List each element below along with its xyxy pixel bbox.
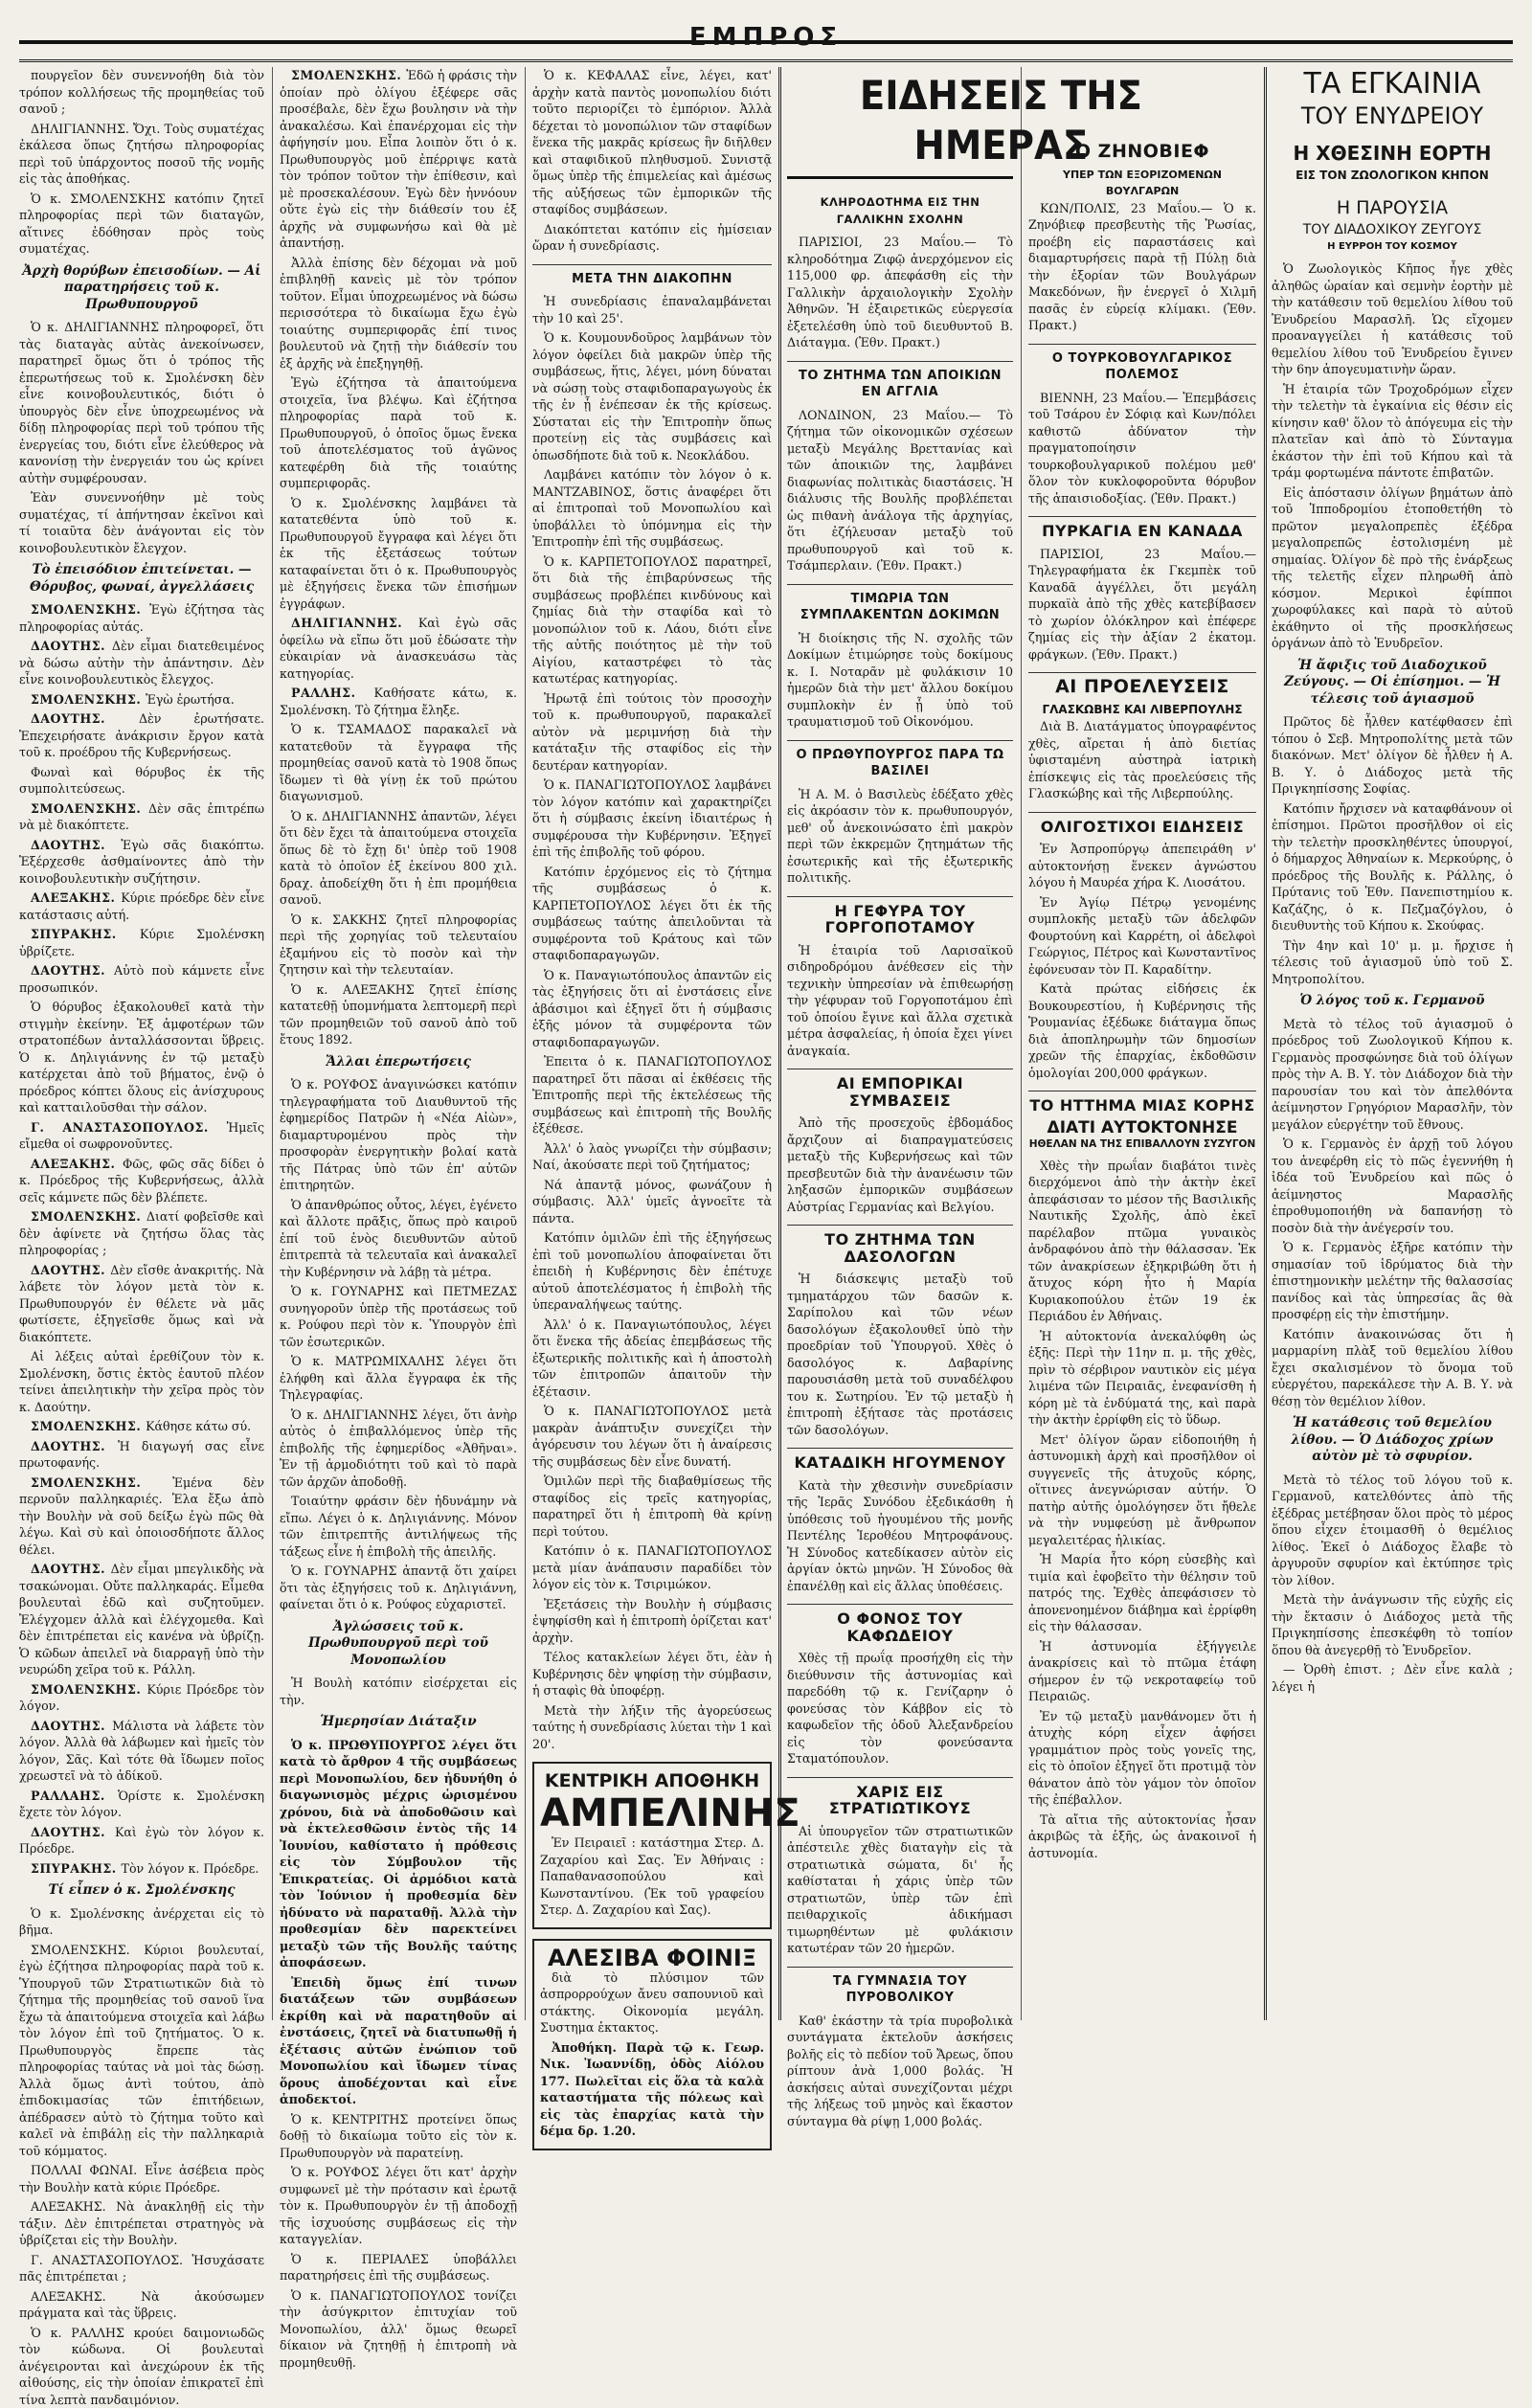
speaker-name: ΔΑΟΥΤΗΣ. [31,963,114,978]
speech-text: Ὁ κ. ΤΣΑΜΑΔΟΣ παρακαλεῖ νὰ κατατεθοῦν τὰ ἔγγραφα τῆς προμηθείας σανοῦ κατὰ τὸ 1908 ὅπως ἴδωμεν τὶ θὰ γίνῃ ἐκ τοῦ πρώτου διαγωνισμοῦ. [280,722,517,803]
dialogue-line [280,1493,517,1560]
news-heading: ΟΛΙΓΟΣΤΙΧΟΙ ΕΙΔΗΣΕΙΣ [1028,812,1256,836]
dialogue-line [19,710,264,761]
news-text: Χθὲς τὴν πρωΐαν διαβάτοι τινὲς διερχόμενοι ἀπὸ τὴν ἀκτὴν ἐκεῖ ἀπεφάσισαν το μέσον τῆς Βασιλικῆς Ναυτικῆς Σχολῆς, ἀπὸ ἐκεῖ παρέλαβον πτῶμα γυναικὸς ἀνδραφόνου ἀπὸ τὴν θάλασσαν. Ἐκ τῶν ἀνακρίσεων ἐξηκριβώθη ὅτι ἡ ἄτυχος κόρη ἦτο ἡ Μαρία Κυριακοπούλου ἐτῶν 19 ἐκ Περιάδου ἐν Ἀθήναις. [1028,1158,1256,1325]
speech-text: Ἀλλὰ ἐπίσης δὲν δέχομαι νὰ μοῦ ἐπιβληθῇ κανεὶς μὲ τὸν τρόπον τοῦτον. Εἶμαι ὑποχρεωμένος νὰ δώσω περισσότερα τὸ δικαίωμα ἔχω ἐγὼ τοιαύτης συμπεριφορᾶς ἐπί τινος βουλευτοῦ νὰ ζητῇ τὴν διάθεσίν του ἐξ ἀρχῆς νὰ ἐπεξηγηθῇ. [280,256,517,371]
speaker-name: ΣΠΥΡΑΚΗΣ. [31,1861,122,1876]
speech-text: Ἐδῶ ἡ φράσις τὴν ὁποίαν πρὸ ὀλίγου ἐξέφερε σᾶς προσέβαλε, δὲν ἔχω βουλησιν νὰ τὴν ἀνακαλέσω. Καὶ ἐπανέρχομαι εἰς τὴν ἀφήγησίν μου. Εἶπα λοιπὸν ὅτι ὁ κ. Πρωθυπουργὸς μοῦ ἐπέρριψε κατὰ τὸν τρόπον τοῦτον τὴν ἐπίθεσιν, καὶ μὲ προσεκαλέσουν. Ἐγὼ δὲν ἠννόουν οὔτε ἐγὼ εἰς τὴν διάθεσίν του ἐξ ἀρχῆς νὰ συμφωνήσω καὶ θὰ μὲ ἀπαντήσῃ. [280,68,517,250]
news-heading: ΑΙ ΕΜΠΟΡΙΚΑΙ ΣΥΜΒΑΣΕΙΣ [787,1069,1013,1109]
news-heading: ΧΑΡΙΣ ΕΙΣ ΣΤΡΑΤΙΩΤΙΚΟΥΣ [787,1777,1013,1817]
dialogue-line [19,1824,264,1857]
speech-text: Ὁ κ. ΔΗΛΙΓΙΑΝΝΗΣ ἀπαντῶν, λέγει ὅτι δὲν ἔχει τὰ ἀπαιτούμενα στοιχεῖα ὅπως δὲ τὸ ἔχῃ δι' ὑπὲρ τοῦ 1908 κατὰ τὸ ὁποῖον ἐξ ἐκείνου 800 χιλ. δραχ. ἀποδείχθη ὅτι ἡ ἐπι προμήθεια σανοῦ. [280,809,517,908]
speech-text: Ὁ κ. Σμολένσκης λαμβάνει τὰ κατατεθέντα ὑπὸ τοῦ κ. Πρωθυπουργοῦ ἔγγραφα καὶ λέγει ὅτι ἐκ τῆς ἐξετάσεως τούτων καταφαίνεται ὅτι ὁ κ. Πρωθυπουργὸς μὲ ἐξηγήσεις ἔνεκα τῶν ἐπισήμων ἐγγράφων. [280,496,517,611]
paragraph: πουργεῖον δὲν συνεννοήθη διὰ τὸν τρόπον κολλήσεως τῆς προμηθείας τοῦ σανοῦ ; [19,67,264,118]
dialogue-line [19,1860,264,1878]
news-text: Ἐν τῷ μεταξὺ μανθάνομεν ὅτι ἡ ἀτυχὴς κόρη εἶχεν ἀφήσει γραμμάτιον πρὸς τοὺς γονεῖς της, εἰς τὸ ὁποῖον ἐξηγεῖ ὅτι προτιμᾷ τὸν θάνατον ἀπὸ τὸν γάμον τὸν ὁποῖον τῆς ἐπέβαλλον. [1028,1708,1256,1809]
paragraph: Ὁ κ. ΡΟΥΦΟΣ λέγει ὅτι κατ' ἀρχὴν συμφωνεῖ μὲ τὴν πρότασιν καὶ ἐρωτᾷ τὸν κ. Πρωθυπουργὸν ἐν τῇ ἀποδοχῇ τῆς ἰσχυούσης συμβάσεως εἰς τὴν καταγγελίαν. [280,2164,517,2248]
dialogue-line [280,1353,517,1404]
speech-text: Ἐγὼ ἐζήτησα τὰς πληροφορίας αὐτάς. [19,602,264,634]
dialogue-line [19,926,264,959]
speech-text: Τὸν λόγον κ. Πρόεδρε. [122,1861,259,1876]
speech-text: Ὁ κ. ΣΑΚΚΗΣ ζητεῖ πληροφορίας περὶ τῆς χορηγίας τοῦ τελευταίου ἐξαμήνου εἰς τὸ ποσὸν καὶ τὴν ζητησιν καὶ τὴν τελευταίαν. [280,912,517,978]
speech-text: Ἐμένα δὲν περνοῦν παλληκαριές. Ἐλα ἔξω ἀπὸ τὴν Βουλὴν νὰ σοῦ δείξω ἐγὼ πῶς θὰ λέγω. Καὶ σὺ καὶ ὁποιοσδήποτε ἄλλος θέλει. [19,1475,264,1557]
paragraph: Ἡ ἑταιρία τῶν Τροχοδρόμων εἶχεν τὴν τελετὴν τὰ ἐγκαίνια εἰς θέσιν εἰς κίνησιν καθ' ὅλον τὸ ἀπόγευμα εἰς τὴν πλατεῖαν καὶ ἀπὸ τὸ Σύνταγμα ἑκάστον τὴν ἐπὶ τοῦ Κήπου καὶ τὰ τράμ φορτωμένα πάντοτε ἐπιβατῶν. [1272,381,1513,482]
news-subheading: ΥΠΕΡ ΤΩΝ ΕΞΟΡΙΖΟΜΕΝΩΝ ΒΟΥΛΓΑΡΩΝ [1028,167,1256,200]
speech-text: Φῶς, φῶς σᾶς δίδει ὁ κ. Πρόεδρος τῆς Κυβερνήσεως, ἀλλὰ σεῖς κάμνετε πῶς δὲν βλέπετε. [19,1157,264,1204]
speaker-name: ΡΑΛΛΑΗΣ. [31,1789,118,1803]
dialogue-line [19,1438,264,1472]
speaker-name: ΣΜΟΛΕΝΣΚΗΣ. [31,801,148,816]
paragraph: Ἐπειδὴ ὅμως ἐπί τινων διατάξεων τῶν συμβάσεων ἐκρίθη καὶ νὰ παρατηθοῦν αἱ ἐνστάσεις, ζητεῖ νὰ διατυπωθῇ ἡ ἐξέτασις αὐτῶν ἐνώπιον τοῦ Μονοπωλίου καὶ ἴδωμεν τίνας ὅρους ἀποδέχονται καὶ εἶνε ἀποδεκτοί. [280,1974,517,2108]
paragraph: Εἰς ἀπόστασιν ὀλίγων βημάτων ἀπὸ τοῦ Ἱπποδρομίου ἐτοποθετήθη τὸ πρῶτον μεγαλοπρεπὲς ἐξέδρα μεγαλοπρεπῶς ἐστολισμένη μὲ σημαίας. Ὀλίγον δὲ πρὸ τῆς ἐνάρξεως τῆς τελετῆς εἶχεν πληρωθῆ ἀπὸ κόσμον. Μερικοὶ ἐφίπποι χωροφύλακες καὶ παρὰ τὸ αὐτοῦ ἐκάθηντο οἱ τῆς προσκλήσεως ὀργάνων ἀπὸ τὸ Ἐνυδρεῖον. [1272,484,1513,652]
dialogue-line [280,808,517,909]
speech-text: Ὁ ἀπανθρώπος οὗτος, λέγει, ἐγένετο καὶ ἄλλοτε πρᾶξις, ὅπως πρὸ καιροῦ ἐπί τοῦ ἑνὸς διευθυντῶν αὐτοῦ ἐπιτρεπτὰ τὰ τελευταῖα καὶ ἀνακαλεῖ τὴν Κυβέρνησιν νὰ λάβῃ τὰ μέτρα. [280,1198,517,1279]
paragraph: Ἐπειτα ὁ κ. ΠΑΝΑΓΙΩΤΟΠΟΥΛΟΣ παρατηρεῖ ὅτι πᾶσαι αἱ ἐκθέσεις τῆς Ἐπιτροπῆς περὶ τῆς ἐκτελέσεως τῆς συμβάσεως καὶ ἐπιτροπὴ τῆς Βουλῆς ἐξέθεσε. [532,1053,772,1137]
paragraph: Ὁ κ. ΔΗΛΙΓΙΑΝΝΗΣ πληροφορεῖ, ὅτι τὰς διαταγὰς αὐτὰς ἀνεκοίνωσεν, παρατηρεῖ ὅμως ὅτι ὁ τρόπος τῆς ἐπερωτήσεως τοῦ κ. Σμολένσκη δὲν εἶνε κοινοβουλευτικός, διότι ὁ ὑπουργὸς δὲν εἶνε ὑποχρεωμένος νὰ δίδῃ πληροφορίας περὶ τοῦ τρόπου τῆς ἐνεργείας του, διότι εἶνε ἐλεύθερος νὰ κανονίσῃ τὴν ἐνεργειάν του ὡς κρίνει αὐτὴν συμφέρουσαν. [19,319,264,486]
dialogue-line [280,1407,517,1491]
paragraph: ΠΟΛΛΑΙ ΦΩΝΑΙ. Εἶνε ἀσέβεια πρὸς τὴν Βουλὴν κατὰ κύριε Πρόεδρε. [19,2162,264,2195]
speaker-name: ΔΗΛΙΓΙΑΝΝΗΣ. [291,616,418,630]
paragraph: Μετὰ τὸ τέλος τοῦ λόγου τοῦ κ. Γερμανοῦ, κατελθόντες ἀπὸ τῆς ἐξέδρας μετέβησαν ὅλοι πρὸς τὸ μέρος ὅπου εἶχεν ἑτοιμασθῆ ὁ θεμέλιος λίθος. Ἐκεῖ ὁ Διάδοχος ἔλαβε τὸ ἀργυροῦν σφυρίον καὶ ἐκτύπησε τρὶς τὸν λίθον. [1272,1472,1513,1589]
paragraph: Μετὰ τὴν ἀνάγνωσιν τῆς εὐχῆς εἰς τὴν ἔκτασιν ὁ Διάδοχος μετὰ τῆς Πριγκηπίσσης ἐπεσκέφθη τὸ τοπίον ὅπου θὰ ἀνεγερθῇ τὸ Ἐνυδρεῖον. [1272,1591,1513,1658]
dialogue-line [19,1561,264,1678]
news-text: Αἱ ὑπουργεῖον τῶν στρατιωτικῶν ἀπέστειλε χθὲς διαταγὴν εἰς τὰ στρατιωτικὰ σώματα, δι' ἧς καθίσταται ἡ χάρις ὑπὲρ τῶν στρατιωτῶν, ὑπὲρ τῶν ἐπὶ πειθαρχικοῖς ἀδικήμασι τιμωρηθέντων μὲ φυλάκισιν κατωτέραν τῶν 20 ἡμερῶν. [787,1823,1013,1957]
speech-text: Ὁ κ. ΔΗΛΙΓΙΑΝΝΗΣ λέγει, ὅτι ἀνὴρ αὐτὸς ὁ ἐπιβαλλόμενος ὑπὲρ τῆς ἐπιβολῆς τῆς ἐφημερίδος «Ἀθῆναι». Ἐν τῇ ἀρμοδιότητι τοῦ καὶ τὸ παρὰ τῶν ἀρχῶν ἀποδοθῇ. [280,1407,517,1489]
news-text: Κατὰ τὴν χθεσινὴν συνεδρίασιν τῆς Ἱερᾶς Συνόδου ἐξεδικάσθη ἡ ὑπόθεσις τοῦ ἡγουμένου τῆς μονῆς Πεντέλης Ἱεροθέου Μητροφάνους. Ἡ Σύνοδος κατεδίκασεν αὐτὸν εἰς ἀργίαν ὀκτὼ μηνῶν. Ἡ Σύνοδος θὰ ἐπανέλθῃ καὶ εἰς ἄλλας ὑποθέσεις. [787,1477,1013,1595]
speech-text: Δὲν εἶμαι μπεγλικδὴς νὰ τσακώνομαι. Οὔτε παλληκαράς. Εἶμεθα βουλευταὶ ἐδῶ καὶ συζητοῦμεν. Ἐλέγχομεν ἀλλὰ καὶ ἐλέγχομεθα. Καὶ δὲν ἐπιτρέπεται εἰς κανένα νὰ ὑβρίζῃ. Ὁ κῶδων ἀπειλεῖ νὰ διαρραγῇ ὑπὸ τὴν νευρώδη χεῖρα τοῦ κ. Ράλλη. [19,1562,264,1677]
dialogue-line [280,1563,517,1613]
speech-text: Ὁ κ. ΑΛΕΞΑΚΗΣ ζητεῖ ἐπίσης κατατεθῇ ὑπομνήματα λεπτομερῆ περὶ τῶν προμηθειῶν τοῦ σανοῦ ἀπὸ τοῦ ἔτους 1892. [280,982,517,1047]
column-separator [1021,67,1022,2020]
paragraph: Μετὰ τὴν λήξιν τῆς ἀγορεύσεως ταύτης ἡ συνεδρίασις λύεται τὴν 1 καὶ 20'. [532,1702,772,1753]
dialogue-line [280,981,517,1048]
dialogue-line [280,1197,517,1281]
article-heading: Η ΧΘΕΣΙΝΗ ΕΟΡΤΗ [1272,140,1513,167]
paragraph: Γ. ΑΝΑΣΤΑΣΟΠΟΥΛΟΣ. Ἡσυχάσατε πᾶς ἐπιτρέπεται ; [19,2252,264,2285]
news-heading: ΤΟ ΗΤΤΗΜΑ ΜΙΑΣ ΚΟΡΗΣ [1028,1091,1256,1114]
dialogue-list [19,601,264,1877]
speaker-name: ΣΜΟΛΕΝΣΚΗΣ. [31,1682,146,1697]
speech-text: Φωναὶ καὶ θόρυβος ἐκ τῆς συμπολιτεύσεως. [19,765,264,797]
dialogue-line [280,495,517,613]
paragraph: Τέλος κατακλείων λέγει ὅτι, ἐὰν ἡ Κυβέρνησις δὲν ψηφίσῃ τὴν σύμβασιν, ἡ σταφὶς θὰ ὑποφέρῃ. [532,1649,772,1699]
column-4 [787,67,1013,2020]
speech-text: Δὲν ἐρωτήσατε. Ἐπεχειρήσατε ἀνάκρισιν ἔργον κατὰ τοῦ κ. προέδρου τῆς Κυβερνήσεως. [19,711,264,759]
paragraph: Κατόπιν ἐρχόμενος εἰς τὸ ζήτημα τῆς συμβάσεως ὁ κ. ΚΑΡΠΕΤΟΠΟΥΛΟΣ λέγει ὅτι ἐκ τῆς συμβάσεως ταύτης ἀπειλοῦνται τὰ συμφέροντα τοῦ Κράτους καὶ τῶν σταφιδοπαραγωγῶν. [532,864,772,964]
paragraph: Ἡ Βουλὴ κατόπιν εἰσέρχεται εἰς τὴν. [280,1675,517,1708]
dialogue-line [19,999,264,1116]
paragraph: Νά ἀπαντᾷ μόνος, φωνάζουν ἡ σύμβασις. Ἀλλ' ὑμεῖς ἀγνοεῖτε τὰ πάντα. [532,1177,772,1227]
speaker-name: ΔΑΟΥΤΗΣ. [31,1562,111,1576]
news-heading: ΠΥΡΚΑΓΙΑ ΕΝ ΚΑΝΑΔΑ [1028,516,1256,540]
dialogue-line [19,1788,264,1821]
paragraph: Ὁ κ. ΚΕΦΑΛΑΣ εἶνε, λέγει, κατ' ἀρχὴν κατὰ παντὸς μονοπωλίου διότι τοῦτο περιορίζει τὸ ἐμπόριον. Ἀλλὰ δέχεται τὸ μονοπώλιον τῶν σταφίδων ἕνεκα τῆς μακρᾶς κρίσεως ἣν διῆλθεν καὶ σταφιδικοῦ πληθυσμοῦ. Συνιστᾷ ὅμως ὑπὲρ τῆς ἐπιμελείας καὶ ἀμέσως τῆς αὐξήσεως τῶν ἐμπορικῶν τῆς σταφίδος συμβάσεων. [532,67,772,218]
speech-text: Ὁ κ. ΓΟΥΝΑΡΗΣ καὶ ΠΕΤΜΕΖΑΣ συνηγοροῦν ὑπὲρ τῆς προτάσεως τοῦ κ. Ρούφου περὶ τὸν κ. Ὑπουργὸν ἐπὶ τῶν ἐσωτερικῶν. [280,1284,517,1349]
news-subheading: ΓΛΑΣΚΩΒΗΣ ΚΑΙ ΛΙΒΕΡΠΟΥΛΗΣ [1028,702,1256,719]
speech-text: Δὲν εἴσθε ἀνακριτής. Νὰ λάβετε τὸν λόγον μετὰ τὸν κ. Πρωθυπουργόν ἐν θέλετε νὰ μᾶς φωτίσετε, ἐξηγεῖσθε ὅμως καὶ νὰ διακόπτετε. [19,1263,264,1344]
news-text: Κατὰ πρώτας εἰδήσεις ἐκ Βουκουρεστίου, ἡ Κυβέρνησις τῆς Ῥουμανίας ἐξέδωκε διάταγμα ὅπως διὰ ἀποπληρωμὴν τῶν δημοσίων χρεῶν τῆς ἐπαρχίας, ἐκδοθῶσιν ὁμολογίαι 200,000 φράγκων. [1028,980,1256,1081]
dialogue-line [19,1156,264,1206]
paragraph: Ὁμιλῶν περὶ τῆς διαβαθμίσεως τῆς σταφίδος εἰς τρεῖς κατηγορίας, παρατηρεῖ ὅτι ἡ ἐπιτροπὴ θὰ κρίνῃ περὶ τούτου. [532,1473,772,1540]
subheading: Ἡ κατάθεσις τοῦ θεμελίου λίθου. — Ὁ Διάδοχος χρίων αὐτὸν μὲ τὸ σφυρίον. [1272,1415,1513,1466]
news-text: Ἡ ἑταιρία τοῦ Λαρισαϊκοῦ σιδηροδρόμου ἀνέθεσεν εἰς τὴν τεχνικὴν ὑπηρεσίαν νὰ ἐπιθεωρήσῃ τὴν γέφυραν τοῦ Γοργοποτάμου ἐπὶ τοῦ ὁποίου ἔγινε καὶ ἄλλα σχετικὰ μέτρα ἀσφαλείας, ἡ ὁποία ἔχει γίνει ἀναγκαία. [787,942,1013,1060]
news-text: Ἡ διάσκεψις μεταξὺ τοῦ τμηματάρχου τῶν δασῶν κ. Σαρίπολου καὶ τῶν νέων δασολόγων ἐξακολουθεῖ ὑπὸ τὴν προεδρίαν τοῦ Ὑπουργοῦ. Χθὲς ὁ δασολόγος κ. Δαβαρίνης παρουσιάσθη μετὰ τοῦ συναδέλφου του κ. Σωτηρίου. Ἐν τῷ μεταξὺ ἡ ἐπιτροπὴ ἐξήτασε τὰς προτάσεις τῶν δασολόγων. [787,1271,1013,1438]
news-subheading: ΔΙΑΤΙ ΑΥΤΟΚΤΟΝΗΣΕ [1028,1120,1256,1137]
speech-text: Μάλιστα νὰ λάβετε τὸν λόγον. Ἀλλὰ θὰ λάβωμεν καὶ ἡμεῖς τὸν λόγον, Σᾶς. Καὶ τότε θὰ ἴδωμεν ποῖος χρεωστεῖ νὰ τὸ ἀδίκοῦ. [19,1719,264,1784]
speech-text: Ἐγὼ ἐρωτήσα. [146,692,235,707]
speaker-name: ΔΑΟΥΤΗΣ. [31,838,121,852]
paragraph: Ὁ Ζωολογικὸς Κῆπος ἦγε χθὲς ἀληθῶς ὡραίαν καὶ σεμνὴν ἑορτὴν μὲ τὴν κατάθεσιν τοῦ θεμελίου λίθου τοῦ Ἐνυδρείου Μαρασλῆ. Ὡς εἴχομεν προαναγγείλει ἡ κατάθεσις τοῦ θεμελίου λίθου τοῦ Ἐνυδρείου ἔγινεν τὴν 6ην ἀπογευματινὴν ὥραν. [1272,260,1513,378]
speech-text: Δὲν σᾶς ἐπιτρέπω νὰ μὲ διακόπτετε. [19,801,264,833]
paragraph: Ὁ κ. Κουμουνδοῦρος λαμβάνων τὸν λόγον ὀφείλει διὰ μακρῶν ὑπὲρ τῆς συμβάσεως, ἥτις, λέγει, μόνη δύναται νὰ σώσῃ τοὺς σταφιδοπαραγωγοὺς ἐκ τῆς ἐν ᾗ ἐνέπεσαν ἐκ τῆς κρίσεως. Σύσταται εἰς τὴν Ἐπιτροπὴν ὅπως προτείνῃ εἰς τὰς συμβάσεις καὶ ὁπωσδήποτε διὰ τοῦ κ. Νεοκλάδου. [532,329,772,463]
paragraph: Ὁ κ. ΚΑΡΠΕΤΟΠΟΥΛΟΣ παρατηρεῖ, ὅτι διὰ τῆς ἐπιβαρύνσεως τῆς συμβάσεως προβλέπει κινδύνους καὶ ζημίας διὰ τὴν σταφίδα καὶ τὸ μονοπώλιον τοῦ κ. Λάου, διότι εἶνε τῆς αὐτῆς ποιότητος μὲ τὴν τοῦ Αἰγίου, καταστρέφει τὸ τὰς κατωτέρας κατηγορίας. [532,553,772,687]
speaker-name: ΑΛΕΞΑΚΗΣ. [31,890,121,905]
paragraph: Ἐξετάσεις τὴν Βουλὴν ἡ σύμβασις ἐψηφίσθη καὶ ἡ ἐπιτροπὴ ὁρίζεται κατ' ἀρχὴν. [532,1596,772,1647]
masthead-title: ΕΜΠΡΟΣ [19,23,1513,52]
ad-text: Ἀποθήκη. Παρὰ τῷ κ. Γεωρ. Νικ. Ἰωαννίδῃ, ὁδὸς Αἰόλου 177. Πωλεῖται εἰς ὅλα τὰ καλὰ καταστήματα τῆς πόλεως καὶ εἰς τὰς ἐπαρχίας κατὰ τὴν δέμα δρ. 1.20. [540,2039,764,2140]
paragraph: — Ὀρθὴ ἐπιστ. ; Δὲν εἶνε καλὰ ; λέγει ἡ [1272,1661,1513,1695]
speaker-name: ΣΜΟΛΕΝΣΚΗΣ. [31,602,149,617]
column-3 [532,67,772,2020]
paragraph: Ὁ κ. ΠΑΝΑΓΙΩΤΟΠΟΥΛΟΣ τονίζει τὴν ἀσύγκριτον ἐπιτυχίαν τοῦ Μονοπωλίου, ἀλλ' ὅμως θεωρεῖ δίκαιον νὰ ζητηθῇ ἡ ἐπιτροπὴ νὰ προμηθευθῇ. [280,2287,517,2372]
news-text: Ἐν Ἀγίῳ Πέτρῳ γενομένης συμπλοκῆς μεταξὺ τῶν ἀδελφῶν Φουρτούνη καὶ Καρρέτη, οἱ ἀδελφοὶ Γεώργιος, Πέτρος καὶ Κωνσταντῖνος ἐφόνευσαν τὸν Π. Καραδίτην. [1028,894,1256,979]
news-text: ΛΟΝΔΙΝΟΝ, 23 Μαΐου.— Τὸ ζήτημα τῶν οἰκονομικῶν σχέσεων μεταξὺ Μεγάλης Βρεττανίας καὶ τῶν ἀποικιῶν της, λαμβάνει διαφωνίας πολιτικὰς διαστάσεις. Ἡ διάλυσις τῆς Βουλῆς προβλέπεται ὡς πιθανὴ ἀνάλογα τῆς ἀρχηγίας, ὅτι ἐζήλευσαν μεταξὺ τοῦ πρωθυπουργοῦ καὶ τοῦ κ. Τσάμπερλαιν. (Ἐθν. Πρακτ.) [787,407,1013,574]
paragraph: Πρῶτος δὲ ἦλθεν κατέφθασεν ἐπὶ τόπου ὁ Σεβ. Μητροπολίτης μετὰ τῶν διακόνων. Μετ' ὀλίγον δὲ ἦλθεν ἡ Α. Β. Υ. ὁ Διάδοχος μετὰ τῆς Πριγκηπίσσης Σοφίας. [1272,713,1513,798]
news-of-the-day-title: ΕΙΔΗΣΕΙΣ ΤΗΣ ΗΜΕΡΑΣ [785,71,1217,170]
speaker-name: ΣΜΟΛΕΝΣΚΗΣ. [31,692,146,707]
speech-text: Ὁ κ. ΜΑΤΡΩΜΙΧΑΛΗΣ λέγει ὅτι ἐλήφθη καὶ ἄλλα ἔγγραφα ἐκ τῆς Τηλεγραφίας. [280,1354,517,1402]
article-subheading: ΕΙΣ ΤΟΝ ΖΩΟΛΟΓΙΚΟΝ ΚΗΠΟΝ [1272,167,1513,184]
dialogue-list [280,1076,517,1613]
article-title: ΤΑ ΕΓΚΑΙΝΙΑ [1272,67,1513,101]
speech-text: Αὐτὸ ποὺ κάμνετε εἶνε προσωπικόν. [19,963,264,995]
dialogue-line [19,962,264,996]
paragraph: Ὁ κ. ΠΡΩΘΥΠΟΥΡΓΟΣ λέγει ὅτι κατὰ τὸ ἄρθρον 4 τῆς συμβάσεως περὶ Μονοπωλίου, δεν ἠδυνήθη ὁ διαγωνισμὸς μέχρις ὡρισμένου χρόνου, διὰ νὰ ἀποδοθῶσιν καὶ νὰ ἐκτελεσθῶσιν ἐντὸς τῆς 14 Ἰουνίου, καθίστατο ἡ πρόθεσις εἰς τὸν Σύμβουλον τῆς Ἐπικρατείας. Οἱ ἁρμόδιοι κατὰ τὸν Ἰούνιον ἡ προθεσμία δὲν ἠδύνατο νὰ παραταθῇ. Ἀλλὰ τὴν προθεσμίαν δὲν παρεκτείνει μεταξὺ τῶν τῆς Βουλῆς ταύτης ἀποφάσεων. [280,1737,517,1971]
dialogue-line [280,67,517,252]
subheading: Ἡμερησίαν Διάταξιν [280,1714,517,1731]
dialogue-line [19,638,264,688]
dialogue-line [19,601,264,635]
dialogue-line [19,1348,264,1415]
dialogue-line [280,685,517,718]
dialogue-line [19,1681,264,1715]
news-heading: Ο ΦΟΝΟΣ ΤΟΥ ΚΑΦΩΔΕΙΟΥ [787,1604,1013,1644]
news-heading: ΚΛΗΡΟΔΟΤΗΜΑ ΕΙΣ ΤΗΝ ΓΑΛΛΙΚΗΝ ΣΧΟΛΗΝ [787,189,1013,228]
ad-title-large: ΑΜΠΕΛΙΝΗΣ [540,1792,764,1834]
speech-text: Ὁ κ. ΓΟΥΝΑΡΗΣ ἀπαντᾷ ὅτι χαίρει ὅτι τὰς ἐξηγήσεις τοῦ κ. Δηλιγιάννη, φαίνεται ὅτι ὁ κ. Ρούφος εὐχαριστεῖ. [280,1564,517,1611]
news-heading: Η ΓΕΦΥΡΑ ΤΟΥ ΓΟΡΓΟΠΟΤΑΜΟΥ [787,896,1013,936]
speaker-name: ΔΑΟΥΤΗΣ. [31,711,139,726]
subheading: Τὸ ἐπεισόδιον ἐπιτείνεται. — Θόρυβος, φωναί, ἀγγελλάσεις [19,562,264,596]
news-text: Διὰ Β. Διατάγματος ὑπογραφέντος χθὲς, αἴρεται ἡ ἀπὸ διετίας ὑφισταμένη αὐστηρὰ ἰατρικὴ ἐπίσκεψις εἰς τὰς προελεύσεις τῆς Γλασκώβης καὶ τῆς Λιβερπούλης. [1028,718,1256,802]
subheading: Ἄλλαι ἐπερωτήσεις [280,1054,517,1071]
news-subheading: ΗΘΕΛΑΝ ΝΑ ΤΗΣ ΕΠΙΒΑΛΛΟΥΝ ΣΥΖΥΓΟΝ [1028,1136,1256,1154]
speech-text: Κάθησε κάτω σύ. [146,1419,251,1433]
column-1 [19,67,264,2020]
dialogue-line [280,255,517,372]
news-text: ΚΩΝ/ΠΟΛΙΣ, 23 Μαΐου.— Ὁ κ. Ζηνόβιεφ πρεσβευτὴς τῆς Ῥωσίας, προέβη εἰς παραστάσεις καὶ διαμαρτυρήσεις παρὰ τῇ Πύλῃ διὰ τὴν ἐξορίαν τῶν Βουλγάρων Μακεδόνων, ἣν ἐνεργεῖ ὁ Χιλμῆ πασᾶς ἐν εὑρείᾳ κλίμακι. (Ἐθν. Πρακτ.) [1028,200,1256,334]
paragraph: Ὁ κ. Γερμανὸς ἐξῆρε κατόπιν τὴν σημασίαν τοῦ ἱδρύματος διὰ τὴν ἐπιστημονικὴν μελέτην τῆς θαλασσίας πανίδος καὶ τὰς ὑπηρεσίας ἃς θὰ προσφέρῃ εἰς τὴν ἐπιστήμην. [1272,1239,1513,1323]
subheading: Ἀγλώσσεις τοῦ κ. Πρωθυπουργοῦ περὶ τοῦ Μονοπωλίου [280,1619,517,1670]
speaker-name: ΔΑΟΥΤΗΣ. [31,1439,118,1453]
news-text: Καθ' ἑκάστην τὰ τρία πυροβολικὰ συντάγματα ἐκτελοῦν ἀσκήσεις βολῆς εἰς τὸ πεδίον τοῦ Ἄρεως, ὅπου ρίπτουν ἀνὰ 1,000 βολάς. Ἡ ἀσκήσεις αὐταὶ συνεχίζονται μέχρι τῆς λήξεως τοῦ μηνὸς καὶ ἕκαστον σύνταγμα θὰ ρίψῃ 1,000 βολάς. [787,2013,1013,2130]
dialogue-line [280,615,517,682]
paragraph: Ὁ κ. Σμολένσκης ἀνέρχεται εἰς τὸ βῆμα. [19,1905,264,1939]
dialogue-line [19,889,264,923]
paragraph: Ὁ κ. ΣΜΟΛΕΝΣΚΗΣ κατόπιν ζητεῖ πληροφορίας περὶ τῶν διαταγῶν, αἵτινες ἐδόθησαν πρὸς τοὺς συματέχας. [19,191,264,258]
speech-text: Διατί φοβεῖσθε καὶ δὲν ἀφίνετε νὰ ζητήσω ὅλας τὰς πληροφορίας ; [19,1209,264,1257]
news-text: Ἀπὸ τῆς προσεχοῦς ἑβδομάδος ἄρχιζουν αἱ διαπραγματεύσεις μεταξὺ τῆς Κυβερνήσεως καὶ τῶν πρεσβευτῶν διὰ τὴν ἀνανέωσιν τῶν ληξασῶν ἐμπορικῶν συμβάσεων Αὐστρίας Γερμανίας καὶ Βελγίου. [787,1114,1013,1215]
news-text: Μετ' ὀλίγον ὥραν εἰδοποιήθη ἡ ἀστυνομικὴ ἀρχὴ καὶ προσῆλθον οἱ συγγενεῖς τῆς ἀτυχοῦς κόρης, οἵτινες ἀνεγνώρισαν αὐτήν. Ὁ πατὴρ αὐτῆς ὁμολόγησεν ὅτι ἤθελε νὰ τὴν νυμφεύσῃ μὲ ἄνθρωπον μεγαλειτέρας ἡλικίας. [1028,1431,1256,1549]
speaker-name: ΔΑΟΥΤΗΣ. [31,1719,112,1733]
article-title: ΤΟΥ ΕΝΥΔΡΕΙΟΥ [1272,101,1513,130]
paragraph: Ἀλλ' ὁ κ. Παναγιωτόπουλος, λέγει ὅτι ἕνεκα τῆς ἀδείας ἐπεμβάσεως τῆς ἐξωτερικῆς πολιτικῆς καὶ ἡ ἀποστολὴ τῶν ἐπιτροπῶν ἀπαιτοῦν τὴν ἐξέτασιν. [532,1317,772,1401]
speaker-name: ΑΛΕΞΑΚΗΣ. [31,1157,123,1171]
dialogue-line [19,1474,264,1559]
paragraph: Τὴν 4ην καὶ 10' μ. μ. ἤρχισε ἡ τέλεσις τοῦ ἁγιασμοῦ ὑπὸ τοῦ Σ. Μητροπολίτου. [1272,937,1513,988]
column-separator [525,67,526,2020]
subheading: Ὁ λόγος τοῦ κ. Γερμανοῦ [1272,993,1513,1010]
speaker-name: ΣΜΟΛΕΝΣΚΗΣ. [31,1419,146,1433]
speech-text: Ὁρίστε κ. Σμολένσκη ἔχετε τὸν λόγον. [19,1789,264,1820]
paragraph: Κατόπιν ὁμιλῶν ἐπὶ τῆς ἐξηγήσεως ἐπὶ τοῦ μονοπωλίου ἀποφαίνεται ὅτι ἐπειδὴ ἡ Κυβέρνησις δὲν ἐπέτυχε αὐτοῦ ἀποτελέσματος ἡ ἐπιβολὴ τῆς ὑπεραναλήψεως ταύτης. [532,1229,772,1314]
article-heading: Η ΠΑΡΟΥΣΙΑ [1272,195,1513,220]
advertisement [532,1939,772,2150]
column-6 [1272,67,1513,2020]
news-heading: ΤΟ ΖΗΤΗΜΑ ΤΩΝ ΔΑΣΟΛΟΓΩΝ [787,1225,1013,1265]
news-heading: Ο ΤΟΥΡΚΟΒΟΥΛΓΑΡΙΚΟΣ ΠΟΛΕΜΟΣ [1028,344,1256,384]
section-heading: ΜΕΤΑ ΤΗΝ ΔΙΑΚΟΠΗΝ [532,264,772,288]
dialogue-line [280,721,517,805]
advertisement [532,1762,772,1929]
paragraph: Κατόπιν ἤρχισεν νὰ καταφθάνουν οἱ ἐπίσημοι. Πρῶτοι προσῆλθον οἱ εἰς τὴν τελετὴν προσκληθέντες ὑπουργοί, ὁ δήμαρχος Ἀθηναίων κ. Μερκούρης, ὁ πρόεδρος τῆς Βουλῆς κ. Ράλλης, ὁ Πρύτανις τοῦ Ἐθν. Πανεπιστημίου κ. Καζάζης, ὁ κ. Πεζμαζόγλου, ὁ διευθυντὴς τοῦ Κήπου κ. Σκούφας. [1272,800,1513,934]
column-separator [272,67,273,2020]
paragraph: Ὁ κ. Γερμανὸς ἐν ἀρχῇ τοῦ λόγου του ἀνεφέρθη εἰς τὸ πῶς ἐγεννήθη ἡ ἰδέα τοῦ Ἐνυδρείου καὶ πῶς ὁ ἀείμνηστος Μαρασλῆς ἐπροθυμοποιήθη νὰ δαπανήσῃ τὸ ποσὸν διὰ τὴν ἀνέγερσίν του. [1272,1136,1513,1236]
speech-text: Καθήσατε κάτω, κ. Σμολένσκη. Τὸ ζήτημα ἔληξε. [280,686,517,717]
dialogue-line [280,1076,517,1194]
dialogue-line [19,1418,264,1435]
paragraph: Λαμβάνει κατόπιν τὸν λόγον ὁ κ. ΜΑΝΤΖΑΒΙΝΟΣ, ὅστις ἀναφέρει ὅτι αἱ ἐπιτροπαὶ τοῦ Μονοπωλίου καὶ ὑποβάλλει τὸ ὑπόμνημα εἰς τὴν Ἐπιτροπὴν ἐπὶ τῆς συμβάσεως. [532,466,772,551]
paragraph: Ὁ κ. ΠΑΝΑΓΙΩΤΟΠΟΥΛΟΣ λαμβάνει τὸν λόγον κατόπιν καὶ χαρακτηρίζει ὅτι ἡ σύμβασις ἐκείνη ἰδιαιτέρως ἡ συμφέρουσα τὴν Κυβέρνησιν. Ἐξηγεῖ ἐπὶ τῆς ἐπιβολῆς τοῦ φόρου. [532,776,772,861]
news-heading: Ο ΖΗΝΟΒΙΕΦ [1028,138,1256,161]
news-heading: ΤΟ ΖΗΤΗΜΑ ΤΩΝ ΑΠΟΙΚΙΩΝ ΕΝ ΑΓΓΛΙΑ [787,361,1013,401]
ad-title: ΑΛΕΣΙΒΑ ΦΟΙΝΙΞ [540,1947,764,1969]
column-separator [778,67,781,2020]
news-text: Ἡ Α. Μ. ὁ Βασιλεὺς ἐδέξατο χθὲς εἰς ἀκρόασιν τὸν κ. πρωθυπουργόν, μεθ' οὗ ἀνεκοινώσατο ἐπὶ μακρὸν περὶ τῶν ἐκκρεμῶν ζητημάτων τῆς ἐσωτερικῆς καὶ τῆς ἐξωτερικῆς πολιτικῆς. [787,786,1013,887]
news-text: ΠΑΡΙΣΙΟΙ, 23 Μαΐου.— Τηλεγραφήματα ἐκ Γκεμπὲκ τοῦ Καναδᾶ ἀγγέλλει, ὅτι μεγάλη πυρκαϊὰ ἀπὸ τῆς χθὲς κατεβίβασεν τὸ χωρίον ὁλόκληρον καὶ ἐπέφερε ζημίας εἰς τὴν ἀξίαν 2 ἑκατομ. φράγκων. (Ἐθν. Πρακτ.) [1028,546,1256,664]
news-text: Ἡ διοίκησις τῆς Ν. σχολῆς τῶν Δοκίμων ἐτιμώρησε τοὺς δοκίμους κ. Ι. Νοταρᾶν μὲ φυλάκισιν 10 ἡμερῶν διὰ τὴν μετ' ἄλλου δοκίμου συμπλοκὴν ἐν ᾗ ὑπὸ τοῦ τραυματισμοῦ τοῦ Οἰκονόμου. [787,630,1013,731]
paragraph: Ἀλλ' ὁ λαὸς γνωρίζει τὴν σύμβασιν; Ναί, ἀκούσατε περὶ τοῦ ζητήματος; [532,1140,772,1174]
speech-text: Ἐγὼ σᾶς διακόπτω. Ἐξέρχεσθε ἀσθμαίνοντες ἀπὸ τὴν κοινοβουλευτικὴν συζήτησιν. [19,838,264,886]
speech-text: Ἐγὼ ἐζήτησα τὰ ἀπαιτούμενα στοιχεῖα, ἵνα βλέψω. Καὶ ἐζήτησα πληροφορίας παρὰ τοῦ κ. Πρωθυπουργοῦ, ὁ ὁποῖος ὅμως ἕνεκα τοῦ ἀποτελέσματος τοῦ ἀγῶνος κατεφέρθη διὰ τῆς τοιαύτης συμπεριφορᾶς. [280,375,517,490]
paragraph: Διακόπτεται κατόπιν εἰς ἡμίσειαν ὥραν ἡ συνεδρίασις. [532,221,772,255]
speech-text: Ὁ θόρυβος ἐξακολουθεῖ κατὰ τὴν στιγμὴν ἐκείνην. Ἐξ ἀμφοτέρων τῶν στρατοπέδων ἀνταλλάσσονται ὕβρεις. Ὁ κ. Δηλιγιάννης ἐν τῷ μεταξὺ κατέρχεται ἀπὸ τοῦ βήματος, ἐνῷ ὁ πρόεδρος κόπτει ὅλους εἰς ἀνίσχυρους καὶ κατταιλοῦσθαι τὴν σάλον. [19,1000,264,1114]
speaker-name: ΣΠΥΡΑΚΗΣ. [31,927,140,941]
speaker-name: ΣΜΟΛΕΝΣΚΗΣ. [31,1209,146,1224]
dialogue-line [280,911,517,979]
paragraph: ΔΗΛΙΓΙΑΝΝΗΣ. Ὄχι. Τοὺς συματέχας ἐκάλεσα ὅπως ζητήσω πληροφορίας περὶ τοῦ ὑπάρχοντος ποσοῦ τῆς νομῆς εἰς τὰς ἀποθήκας. [19,121,264,188]
masthead [19,21,1513,62]
paragraph: Ἠρωτᾷ ἐπὶ τούτοις τὸν προσοχὴν τοῦ κ. πρωθυπουργοῦ, παρακαλεῖ αὐτὸν νὰ μεριμνήσῃ διὰ τὴν κατάταξιν τῆς σταφίδος εἰς τὴν δευτέραν κατηγορίαν. [532,690,772,775]
dialogue-line [19,1262,264,1346]
speaker-name: ΡΑΛΛΗΣ. [291,686,374,700]
dialogue-line [280,1283,517,1350]
dialogue-list [280,67,517,1048]
paragraph: Ὁ κ. ΡΑΛΛΗΣ κρούει δαιμονιωδῶς τὸν κώδωνα. Οἱ βουλευταὶ ἀνέγειρονται καὶ ἀνεχώρουν ἐκ τῆς αἰθούσης, εἰς τὴν ὁποίαν ἐπικρατεῖ ἐπὶ τίνα λεπτὰ πανδαιμόνιον. [19,2325,264,2408]
news-text: Ἡ αὐτοκτονία ἀνεκαλύφθη ὡς ἑξῆς: Περὶ τὴν 11ην π. μ. τῆς χθὲς, πρὶν τὸ σέρβιρον ναυτικὸν εἰς μέγα λιμένα τῶν Πειραιᾶς, ἐνεφανίσθη ἡ κόρη μὲ τὰ ἐνδύματά της, καὶ παρὰ τὴν ἀκτὴν ἐρρίφθη εἰς τὸ ὕδωρ. [1028,1328,1256,1429]
speech-text: Δὲν εἶμαι διατεθειμένος νὰ δώσω αὐτὴν τὴν ἀπάντησιν. Δὲν εἶνε κοινοβουλευτικὸς ἔλεγχος. [19,639,264,686]
column-separator [1264,67,1267,2020]
ad-text: διὰ τὸ πλύσιμον τῶν ἀσπρορρούχων ἄνευ σαπουνιοῦ καὶ στάκτης. Οἰκονομία μεγάλη. Συστημα ἐκτακτος. [540,1969,764,2037]
dialogue-line [19,691,264,709]
news-text: Τὰ αἴτια τῆς αὐτοκτονίας ἦσαν ἀκριβῶς τὰ ἑξῆς, ὡς ἀνακοινοῖ ἡ ἀστυνομία. [1028,1812,1256,1862]
speaker-name: ΔΑΟΥΤΗΣ. [31,639,112,653]
news-text: ΒΙΕΝΝΗ, 23 Μαΐου.— Ἐπεμβάσεις τοῦ Τσάρου ἐν Σόφιᾳ καὶ Κων/πόλει καθιστῶ ἀδύνατον τὴν πραγματοποίησιν τουρκοβουλγαρικοῦ πολέμου μεθ' ὅλον τὸν κυκλοφοροῦντα θόρυβον τῆς ἀπαισιοδοξίας. (Ἐθν. Πρακτ.) [1028,390,1256,507]
news-heading: ΑΙ ΠΡΟΕΛΕΥΣΕΙΣ [1028,672,1256,696]
news-text: Ἡ ἀστυνομία ἐξήγγειλε ἀνακρίσεις καὶ τὸ πτῶμα ἐτάφη σήμερον ἐν τῷ νεκροταφείῳ τοῦ Πειραιῶς. [1028,1638,1256,1705]
paragraph: Κατόπιν ἀνακοινώσας ὅτι ἡ μαρμαρίνη πλὰξ τοῦ θεμελίου λίθου ἔχει σκαλισμένον τὸ ὄνομα τοῦ εὐεργέτου, παρεκάλεσε τὴν Α. Β. Υ. νὰ θέσῃ τὸν θεμέλιον λίθον. [1272,1326,1513,1410]
ad-title: ΚΕΝΤΡΙΚΗ ΑΠΟΘΗΚΗ [540,1769,764,1792]
subheading: Ἀρχὴ θορύβων ἐπεισοδίων. — Αἱ παρατηρήσεις τοῦ κ. Πρωθυπουργοῦ [19,263,264,314]
paragraph: Κατόπιν ὁ κ. ΠΑΝΑΓΙΩΤΟΠΟΥΛΟΣ μετὰ μίαν ἀνάπαυσιν παραδίδει τὸν λόγον εἰς τὸν κ. Τσιριμώκον. [532,1542,772,1593]
dialogue-line [19,1208,264,1259]
subheading: Ἡ ἄφιξις τοῦ Διαδοχικοῦ Ζεύγους. — Οἱ ἐπίσημοι. — Ἡ τέλεσις τοῦ ἁγιασμοῦ [1272,658,1513,709]
paragraph: Ὁ κ. ΠΑΝΑΓΙΩΤΟΠΟΥΛΟΣ μετὰ μακρὰν ἀνάπτυξιν συνεχίζει τὴν ἀγόρευσιν του λέγων ὅτι ἡ ἀναίρεσις τῆς συμβάσεως δὲν εἶνε δυνατή. [532,1403,772,1470]
news-text: ΠΑΡΙΣΙΟΙ, 23 Μαΐου.— Τὸ κληροδότημα Ζιφῷ ἀνερχόμενον εἰς 115,000 φρ. ἀπεφάσθη εἰς τὴν Γαλλικὴν ἀρχαιολογικὴν Σχολὴν Ἀθηνῶν. Ἡ ἐξαιρετικῶς εὐεργεσία ἐξετελέσθη ὑπὸ τοῦ διευθυντοῦ Β. Διάταγμα. (Ἐθν. Πρακτ.) [787,234,1013,351]
column-5 [1028,128,1256,2020]
title-rule [787,176,1013,179]
speech-text: Καὶ ἐγὼ τὸν λόγον κ. Πρόεδρε. [19,1825,264,1857]
speech-text: Κύριε Πρόεδρε τὸν λόγον. [19,1682,264,1714]
paragraph: ΑΛΕΞΑΚΗΣ. Νὰ ἀκούσωμεν πράγματα καὶ τὰς ὕβρεις. [19,2288,264,2322]
subheading: Τί εἶπεν ὁ κ. Σμολένσκης [19,1882,264,1900]
dialogue-line [19,1718,264,1785]
article-subheading: Η ΕΥΡΡΟΗ ΤΟΥ ΚΟΣΜΟΥ [1272,239,1513,255]
speaker-name: ΣΜΟΛΕΝΣΚΗΣ. [291,68,406,82]
dialogue-line [19,1119,264,1153]
dialogue-line [19,837,264,888]
ad-text: Ἐν Πειραιεῖ : κατάστημα Στερ. Δ. Ζαχαρίου καὶ Σας. Ἐν Ἀθήναις : Παπαθανασοπούλου καὶ Κωνσταντίνου. (Ἐκ τοῦ γραφείου Στερ. Δ. Ζαχαρίου καὶ Σας). [540,1834,764,1919]
speech-text: Καὶ ἐγὼ σᾶς ὀφείλω νὰ εἴπω ὅτι μοῦ ἐδώσατε τὴν εὐκαιρίαν νὰ ἀνασκευάσω τὰς κατηγορίας. [280,616,517,681]
newspaper-page [19,21,1513,2032]
dialogue-line [19,764,264,798]
speaker-name: Γ. ΑΝΑΣΤΑΣΟΠΟΥΛΟΣ. [31,1120,227,1135]
paragraph: ΑΛΕΞΑΚΗΣ. Νὰ ἀνακληθῇ εἰς τὴν τάξιν. Δὲν ἐπιτρέπεται στρατηγὸς νὰ ὑβρίζεται εἰς τὴν Βουλὴν. [19,2198,264,2249]
dialogue-line [280,374,517,492]
paragraph: ΣΜΟΛΕΝΣΚΗΣ. Κύριοι βουλευταί, ἐγὼ ἐζήτησα πληροφορίας παρὰ τοῦ κ. Ὑπουργοῦ τῶν Στρατιωτικῶν διὰ τὸ ζήτημα τῆς προμηθείας τοῦ σανοῦ ἵνα ἔχω τὰ ἀπαιτούμενα στοιχεῖα καὶ λάβω τὸν λόγον ἐπὶ τοῦ ζητήματος. Ὁ κ. Πρωθυπουργὸς ἔπρεπε τὰς πληροφορίας ταύτας νὰ μοὶ τὰς δώσῃ. Ἀλλὰ ὅμως ἀντὶ τούτου, ἀπὸ ἐπιδοκιμασίας τῶν ἐπιτήδειων, ἀπέδρασεν αὐτὸ τὸ ζήτημα τοῦτο καὶ καλεῖ νὰ ἐπιβάλῃ εἰς τὴν παλληκαριὰ τοῦ κόμματος. [19,1942,264,2160]
column-2 [280,67,517,2020]
speech-text: Ἡ διαγωγή σας εἶνε πρωτοφανής. [19,1439,264,1471]
speaker-name: ΣΜΟΛΕΝΣΚΗΣ. [31,1475,172,1490]
paragraph: Ὁ κ. ΚΕΝΤΡΙΤΗΣ προτείνει ὅπως δοθῇ τὸ δικαίωμα τοῦτο εἰς τὸν κ. Πρωθυπουργὸν νὰ παρατείνῃ. [280,2111,517,2162]
news-text: Ἡ Μαρία ἦτο κόρη εὐσεβὴς καὶ τιμία καὶ ἐφοβεῖτο τὴν θέλησιν τοῦ πατρός της. Ἐχθὲς ἀπεφάσισεν τὸ ἀπονενοημένον διάβημα καὶ ἐρρίφθη εἰς τὴν θάλασσαν. [1028,1551,1256,1635]
news-text: Ἐν Ἀσπροπύργῳ ἀπεπειράθη ν' αὐτοκτονήσῃ ἕνεκεν ἀγνώστου λόγου ἡ Μαυρέα χήρα Κ. Λιοσάτου. [1028,841,1256,891]
news-heading: ΤΙΜΩΡΙΑ ΤΩΝ ΣΥΜΠΛΑΚΕΝΤΩΝ ΔΟΚΙΜΩΝ [787,584,1013,624]
speaker-name: ΔΑΟΥΤΗΣ. [31,1263,110,1277]
speaker-name: ΔΑΟΥΤΗΣ. [31,1825,115,1839]
speech-text: Ἡμεῖς εἴμεθα οἱ σωφρονοῦντες. [19,1120,264,1152]
paragraph: Μετὰ τὸ τέλος τοῦ ἁγιασμοῦ ὁ πρόεδρος τοῦ Ζωολογικοῦ Κήπου κ. Γερμανὸς προσφώνησε διὰ τοῦ ὀλίγων πρὸς τὴν Α. Β. Υ. τὸν Διάδοχον διὰ τὴν παρουσίαν του καὶ τὸν ἀπελθόντα ἀείμνηστον Γρηγόριον Μαρασλῆν, τὸν μεγάλον εὐεργέτην τοῦ ἔθνους. [1272,1016,1513,1134]
dialogue-line [19,800,264,834]
paragraph: Ὁ κ. Παναγιωτόπουλος ἀπαντῶν εἰς τὰς ἐξηγήσεις ὅτι αἱ ἐνστάσεις εἶνε ἀβάσιμοι καὶ ἐξηγεῖ ὅτι ἡ σύμβασις ἑξῆς μόνον τὰ συμφέροντα τῶν σταφιδοπαραγωγῶν. [532,967,772,1051]
news-heading: ΚΑΤΑΔΙΚΗ ΗΓΟΥΜΕΝΟΥ [787,1448,1013,1472]
speech-text: Αἱ λέξεις αὐταὶ ἐρεθίζουν τὸν κ. Σμολένσκη, ὅστις ἐκτὸς ἑαυτοῦ πλέον τείνει ἀπειλητικὴν τὴν χεῖρα πρὸς τὸν κ. Δαούτην. [19,1349,264,1414]
paragraph: Ἡ συνεδρίασις ἐπαναλαμβάνεται τὴν 10 καὶ 25'. [532,293,772,326]
news-text: Χθὲς τῇ πρωΐᾳ προσήχθη εἰς τὴν διεύθυνσιν τῆς ἀστυνομίας καὶ παρεδόθη τῷ κ. Γενίζαρην ὁ φονεύσας τὸν Κάββον εἰς τὸ καφωδεῖον τῆς ὁδοῦ Ἀλεξανδρείου εἰς τὸν φονεύσαντα Σταματόπουλον. [787,1650,1013,1767]
paragraph: Ἐὰν συνεννοήθην μὲ τοὺς συματέχας, τί ἀπήντησαν ἐκεῖνοι καὶ τί τοιαῦτα δὲν ἀνάγονται εἰς τὸν κοινοβουλευτικὸν ἔλεγχον. [19,489,264,556]
paragraph: Ὁ κ. ΠΕΡΙΑΛΕΣ ὑποβάλλει παρατηρήσεις ἐπὶ τῆς συμβάσεως. [280,2251,517,2284]
news-heading: ΤΑ ΓΥΜΝΑΣΙΑ ΤΟΥ ΠΥΡΟΒΟΛΙΚΟΥ [787,1967,1013,2007]
article-subheading: ΤΟΥ ΔΙΑΔΟΧΙΚΟΥ ΖΕΥΓΟΥΣ [1272,220,1513,239]
speech-text: Κύριε πρόεδρε δὲν εἶνε κατάστασις αὐτή. [19,890,264,922]
speech-text: Κύριε Σμολένσκη ὑβρίζετε. [19,927,264,958]
news-heading: Ο ΠΡΩΘΥΠΟΥΡΓΟΣ ΠΑΡΑ ΤΩ ΒΑΣΙΛΕΙ [787,740,1013,780]
speech-text: Τοιαύτην φράσιν δὲν ἠδυνάμην νὰ εἴπω. Λέγει ὁ κ. Δηλιγιάννης. Μόνον τῶν ἐπιτρεπτῆς ἀντιλήψεως τῆς τάξεως εἶνε ἡ ἐπιβολὴ τῆς ἀπειλῆς. [280,1494,517,1559]
speech-text: Ὁ κ. ΡΟΥΦΟΣ ἀναγινώσκει κατόπιν τηλεγραφήματα τοῦ Διαυθυντοῦ τῆς ἐφημερίδος Πατρῶν ἡ «Νέα Αἰὼν», διαμαρτυρομένου πρὸς τὴν προσφορὰν ἐνεργητικὴν βολαί κατὰ τῆς Πάτρας ὑπὸ τῶν ἐπ' αὐτῶν ἐπιτηρητῶν. [280,1077,517,1192]
